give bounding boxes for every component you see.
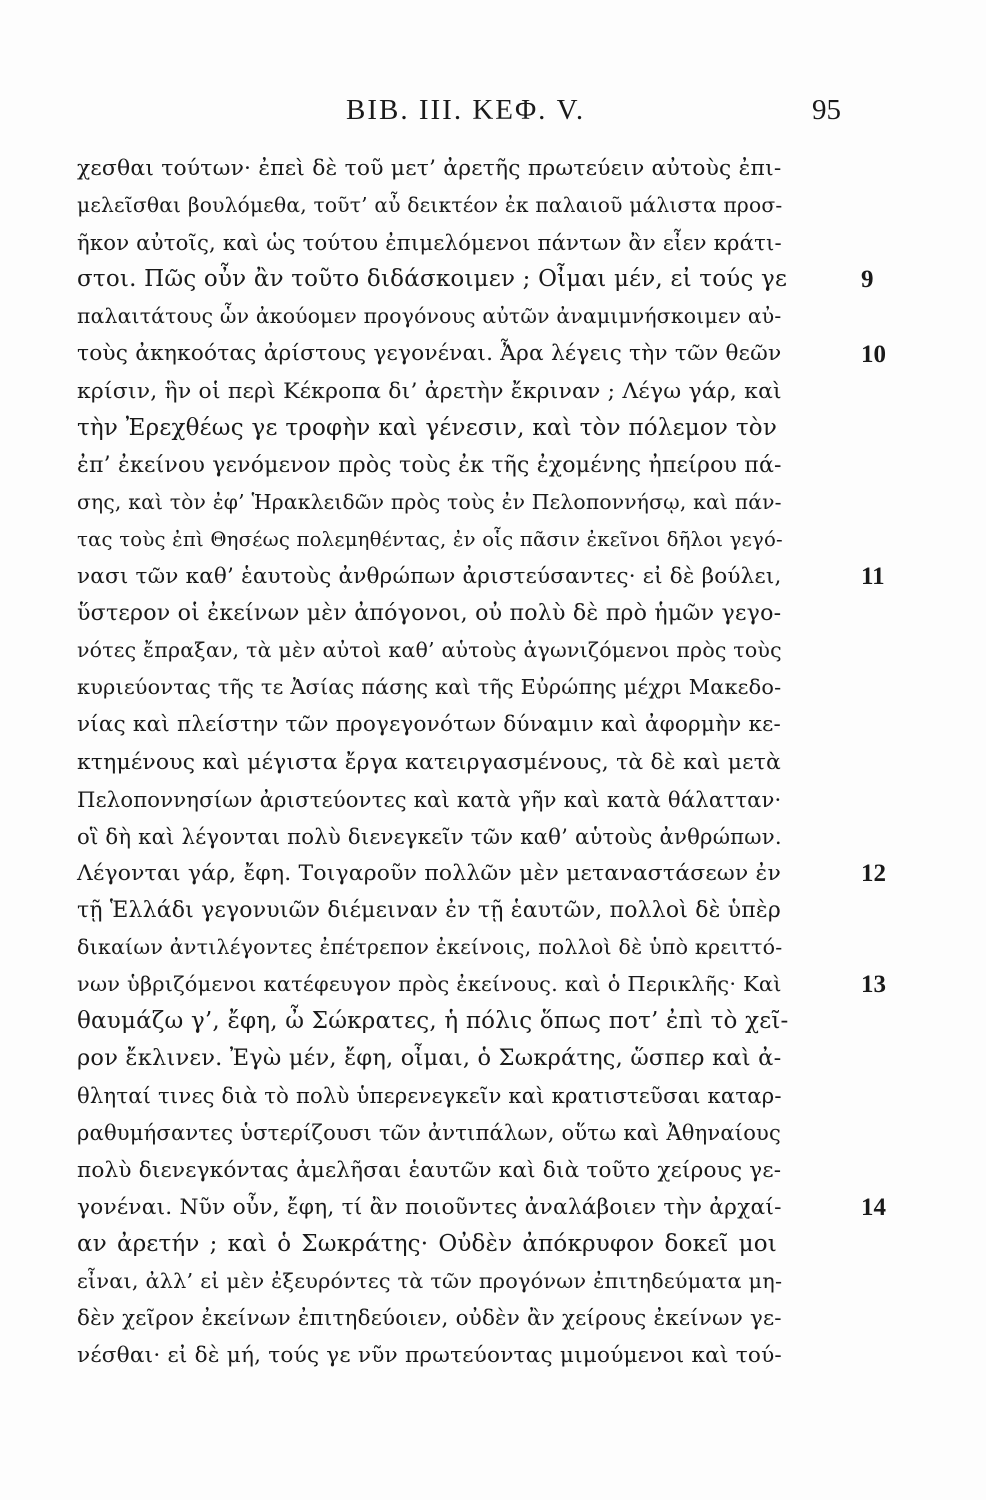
text-line: τῇ Ἑλλάδι γεγονυιῶν διέμειναν ἐν τῇ ἑαυτῶν, πολλοὶ δὲ ὑπὲρ bbox=[77, 897, 781, 923]
text-line: νότες ἔπραξαν, τὰ μὲν αὐτοὶ καθ’ αὑτοὺς ἀγωνιζόμενοι πρὸς τοὺς bbox=[77, 638, 782, 663]
text-line: νασι τῶν καθ’ ἑαυτοὺς ἀνθρώπων ἀριστεύσαντες· εἰ δὲ βούλει, bbox=[77, 564, 782, 590]
text-line: δὲν χεῖρον ἐκείνων ἐπιτηδεύοιεν, οὐδὲν ἂν χείρους ἐκείνων γε- bbox=[77, 1305, 782, 1331]
text-line: τοὺς ἀκηκοότας ἀρίστους γεγονέναι. Ἆρα λέγεις τὴν τῶν θεῶν bbox=[77, 341, 782, 367]
page-number: 95 bbox=[812, 94, 841, 126]
section-number: 12 bbox=[861, 859, 886, 887]
text-line: κτημένους καὶ μέγιστα ἔργα κατειργασμένους, τὰ δὲ καὶ μετὰ bbox=[77, 749, 781, 775]
text-line: νίας καὶ πλείστην τῶν προγεγονότων δύναμιν καὶ ἀφορμὴν κε- bbox=[77, 712, 781, 738]
section-number: 10 bbox=[861, 340, 886, 368]
text-line: στοι. Πῶς οὖν ἂν τοῦτο διδάσκοιμεν ; Οἶμαι μέν, εἰ τούς γε bbox=[77, 266, 788, 293]
section-number: 9 bbox=[861, 266, 874, 294]
text-line: εἶναι, ἀλλ’ εἰ μὲν ἐξευρόντες τὰ τῶν προγόνων ἐπιτηδεύματα μη- bbox=[77, 1268, 783, 1293]
text-line: ἐπ’ ἐκείνου γενόμενον πρὸς τοὺς ἐκ τῆς ἐχομένης ἠπείρου πά- bbox=[77, 452, 782, 478]
section-number: 13 bbox=[861, 971, 886, 999]
text-line: οἳ δὴ καὶ λέγονται πολὺ διενεγκεῖν τῶν καθ’ αὑτοὺς ἀνθρώπων. bbox=[77, 823, 782, 849]
text-line: κρίσιν, ἣν οἱ περὶ Κέκροπα δι’ ἀρετὴν ἔκριναν ; Λέγω γάρ, καὶ bbox=[77, 378, 782, 404]
text-line: ρον ἔκλινεν. Ἐγὼ μέν, ἔφη, οἶμαι, ὁ Σωκράτης, ὥσπερ καὶ ἀ- bbox=[77, 1045, 782, 1072]
text-line: αν ἀρετήν ; καὶ ὁ Σωκράτης· Οὐδὲν ἀπόκρυφον δοκεῖ μοι bbox=[77, 1230, 777, 1257]
section-number: 14 bbox=[861, 1193, 886, 1221]
text-line: σης, καὶ τὸν ἐφ’ Ἡρακλειδῶν πρὸς τοὺς ἐν Πελοποννήσῳ, καὶ πάν- bbox=[77, 489, 782, 514]
text-line: τὴν Ἐρεχθέως γε τροφὴν καὶ γένεσιν, καὶ τὸν πόλεμον τὸν bbox=[77, 414, 777, 441]
text-line: κυριεύοντας τῆς τε Ἀσίας πάσης καὶ τῆς Εὐρώπης μέχρι Μακεδο- bbox=[77, 675, 782, 700]
page-header bbox=[0, 94, 986, 134]
text-line: ραθυμήσαντες ὑστερίζουσι τῶν ἀντιπάλων, οὕτω καὶ Ἀθηναίους bbox=[77, 1120, 782, 1146]
text-line: νων ὑβριζόμενοι κατέφευγον πρὸς ἐκείνους. καὶ ὁ Περικλῆς· Καὶ bbox=[77, 972, 782, 997]
text-line: παλαιτάτους ὧν ἀκούομεν προγόνους αὐτῶν ἀναμιμνήσκοιμεν αὐ- bbox=[77, 304, 782, 329]
text-line: νέσθαι· εἰ δὲ μή, τούς γε νῦν πρωτεύοντας μιμούμενοι καὶ τού- bbox=[77, 1343, 782, 1368]
running-head: BIB. III. ΚΕΦ. V. bbox=[346, 94, 586, 126]
text-line: γονέναι. Νῦν οὖν, ἔφη, τί ἂν ποιοῦντες ἀναλάβοιεν τὴν ἀρχαί- bbox=[77, 1194, 782, 1220]
text-line: ῆκον αὐτοῖς, καὶ ὡς τούτου ἐπιμελόμενοι πάντων ἂν εἶεν κράτι- bbox=[77, 230, 782, 256]
text-line: μελεῖσθαι βουλόμεθα, τοῦτ’ αὖ δεικτέον ἐκ παλαιοῦ μάλιστα προσ- bbox=[77, 193, 783, 218]
text-line: τας τοὺς ἐπὶ Θησέως πολεμηθέντας, ἐν οἷς πᾶσιν ἐκεῖνοι δῆλοι γεγό- bbox=[77, 527, 783, 551]
text-line: δικαίων ἀντιλέγοντες ἐπέτρεπον ἐκείνοις, πολλοὶ δὲ ὑπὸ κρειττό- bbox=[77, 934, 783, 959]
section-number: 11 bbox=[861, 563, 885, 591]
text-line: θαυμάζω γ’, ἔφη, ὦ Σώκρατες, ἡ πόλις ὅπως ποτ’ ἐπὶ τὸ χεῖ- bbox=[77, 1008, 789, 1035]
body-text bbox=[77, 150, 886, 1374]
text-line: Λέγονται γάρ, ἔφη. Τοιγαροῦν πολλῶν μὲν μεταναστάσεων ἐν bbox=[77, 860, 781, 886]
text-line: πολὺ διενεγκόντας ἀμελῆσαι ἑαυτῶν καὶ διὰ τοῦτο χείρους γε- bbox=[77, 1157, 782, 1183]
text-line: ὕστερον οἱ ἐκείνων μὲν ἀπόγονοι, οὐ πολὺ δὲ πρὸ ἡμῶν γεγο- bbox=[77, 600, 782, 627]
text-line: χεσθαι τούτων· ἐπεὶ δὲ τοῦ μετ’ ἀρετῆς πρωτεύειν αὐτοὺς ἐπι- bbox=[77, 156, 782, 181]
text-line: Πελοποννησίων ἀριστεύοντες καὶ κατὰ γῆν καὶ κατὰ θάλατταν· bbox=[77, 786, 782, 812]
text-line: θληταί τινες διὰ τὸ πολὺ ὑπερενεγκεῖν καὶ κρατιστεῦσαι καταρ- bbox=[77, 1083, 782, 1109]
